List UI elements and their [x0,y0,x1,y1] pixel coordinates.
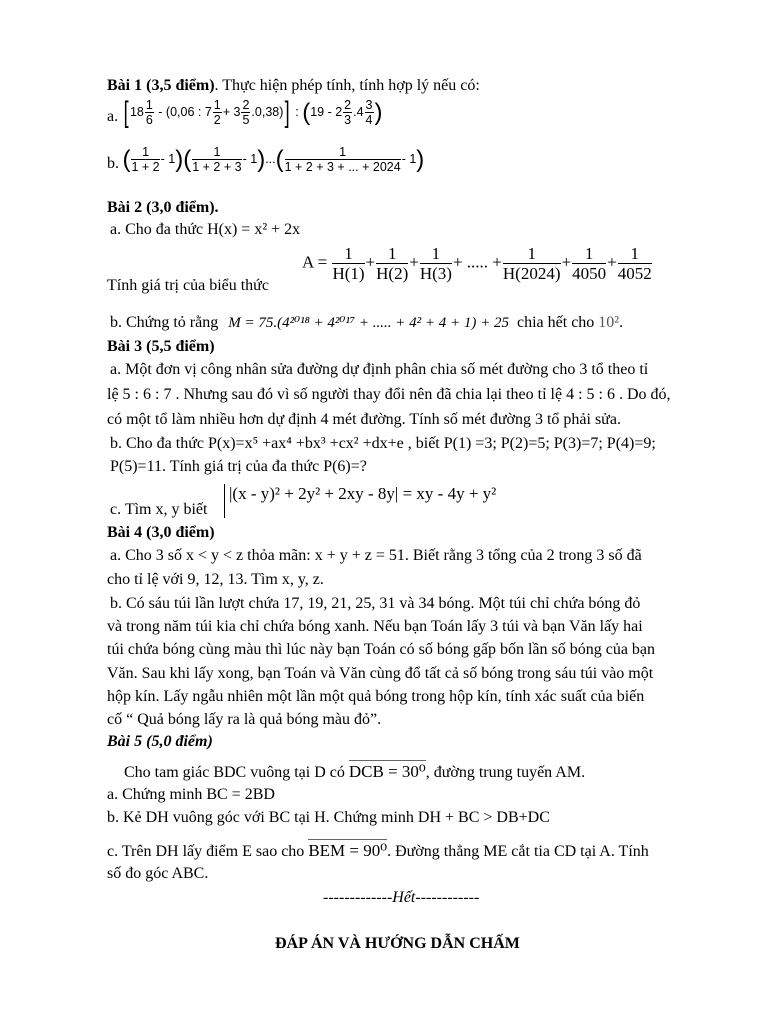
bai5-title: Bài 5 (5,0 điểm) [107,733,213,750]
period: . [619,314,624,331]
answer-title: ĐÁP ÁN VÀ HƯỚNG DẪN CHẤM [275,935,520,952]
bai5-c-pre: c. Trên DH lấy điểm E sao cho [107,843,305,860]
bai3-b-line2: P(5)=11. Tính giá trị của đa thức P(6)=? [110,458,367,475]
frac-H3: $\frac{1}{H(3)}$ [419,244,452,283]
minus-one-2: - 1 [242,151,258,166]
bai1-text: . Thực hiện phép tính, tính hợp lý nếu có: [214,77,480,94]
bai5-intro-pre: Cho tam giác BDC vuông tại D có [124,764,345,781]
bai4-b-line3: Văn. Sau khi lấy xong, bạn Toán và Văn cùng đổ tất cả số bóng trong sáu túi vào một [107,665,654,682]
bai5-intro-post: , đường trung tuyến AM. [425,764,586,781]
ellipsis: ... [265,151,276,166]
bai4-b-line2: túi chứa bóng cùng màu thì lúc này bạn Toán có số bóng gấp bốn lần số bóng của bạn [107,641,656,658]
term-minus: - (0,06 : 7 [158,104,212,119]
bai2-tinh-text: Tính giá trị của biểu thức [107,277,269,294]
bai3-b-line1: b. Cho đa thức P(x)=x⁵ +ax⁴ +bx³ +cx² +dx+e , biết P(1) =3; P(2)=5; P(3)=7; P(4)=9; [110,435,656,452]
frac-2-5: $\frac{2}{5}$ [242,98,250,127]
bai2-a-text: a. Cho đa thức H(x) = x² + 2x [110,221,301,238]
end-marker: -------------Hết------------ [323,889,480,906]
bai2-b-text: b. Chứng tỏ rằng [110,314,219,331]
divisor: 10² [598,314,620,331]
bai3-a-line1: a. Một đơn vị công nhân sửa đường dự định phân chia số mét đường cho 3 tổ theo tỉ [110,361,649,378]
bai2-b-line [110,313,623,333]
bai4-b-line5: cố “ Quả bóng lấy ra là quả bóng màu đỏ”. [107,711,382,728]
frac-1-2: $\frac{1}{2}$ [213,98,221,127]
minus-one-1: - 1 [160,151,176,166]
bai5-c-line2: số đo góc ABC. [107,865,209,882]
bai5-intro [124,762,585,783]
bai4-b-line4: hộp kín. Lấy ngẫu nhiên một lần một quả bóng trong hộp kín, tính xác suất của biến [107,688,645,705]
term-tail: .0,38) [251,104,284,119]
frac-4050: $\frac{1}{4050}$ [572,244,607,283]
bai2-A-expression: A = $\frac{1}{H(1)}$ + $\frac{1}{H(2)}$ + $\frac{1}{H(3)}$ + ..... + $\frac{1}{H(2024)}$ + $\frac{1}{4050}$ + $\frac{1}{4052}$ [302,244,652,283]
bai1-heading-line [107,76,480,96]
bai5-a: a. Chứng minh BC = 2BD [107,786,275,803]
A-lhs: A = [302,252,328,272]
bai4-b-line1: và trong năm túi kia chỉ chứa bóng xanh. Nếu bạn Toán lấy 3 túi và bạn Văn lấy hai [107,618,643,635]
frac-2-3: $\frac{2}{3}$ [344,98,352,127]
angle-bem: BEM = 90⁰ [308,841,388,860]
frac-4052: $\frac{1}{4052}$ [617,244,652,283]
minus-one-3: - 1 [401,151,417,166]
bai4-title: Bài 4 (3,0 điểm) [107,524,215,541]
bai3-a-line2: lệ 5 : 6 : 7 . Nhưng sau đó vì số người thay đổi nên đã chia lại theo tỉ lệ 4 : 5 : 6 . Do đó, [107,386,671,403]
bai2-b-tail: chia hết cho [517,314,595,331]
bai3-c-expression [224,484,496,518]
frac-H2: $\frac{1}{H(2)}$ [376,244,409,283]
bai3-a-line3: có một tổ làm nhiều hơn dự định 4 mét đường. Tính số mét đường 3 tổ phải sửa. [107,411,621,428]
M-expression: M = 75.(4²⁰¹⁸ + 4²⁰¹⁷ + ..... + 4² + 4 + 1) + 25 [228,315,509,331]
angle-dcb: DCB = 30⁰ [348,762,426,781]
bai2-title: Bài 2 (3,0 điểm). [107,199,219,216]
bai4-a-line1: a. Cho 3 số x < y < z thỏa mãn: x + y + z = 51. Biết rằng 3 tổng của 2 trong 3 số đã [110,547,642,564]
bai4-b-line0: b. Có sáu túi lần lượt chứa 17, 19, 21, 25, 31 và 34 bóng. Một túi chỉ chứa bóng đỏ [110,595,641,612]
div-sign: : [295,104,299,119]
bai4-a-line2: cho tỉ lệ với 9, 12, 13. Tìm x, y, z. [107,571,324,588]
term-plus: + 3 [222,104,241,119]
bai5-c-post: . Đường thẳng ME cắt tia CD tại A. Tính [387,843,649,860]
frac-b1: $\frac{1}{1 + 2}$ [131,145,160,174]
term-4: .4 [353,104,364,119]
frac-b2: $\frac{1}{1 + 2 + 3}$ [192,145,242,174]
bai1-title: Bài 1 (3,5 điểm) [107,77,215,94]
frac-H1: $\frac{1}{H(1)}$ [332,244,365,283]
frac-b3: $\frac{1}{1 + 2 + 3 + ... + 2024}$ [284,145,401,174]
bai5-b: b. Kẻ DH vuông góc với BC tại H. Chứng minh DH + BC > DB+DC [107,809,550,826]
frac-3-4: $\frac{3}{4}$ [365,98,373,127]
frac-1-6: $\frac{1}{6}$ [145,98,153,127]
term-19: 19 - 2 [310,104,343,119]
bai1-b-label: b. [107,155,119,172]
abs-equation: |(x - y)² + 2y² + 2xy - 8y| = xy - 4y + y² [229,484,497,503]
frac-H2024: $\frac{1}{H(2024)}$ [502,244,561,283]
A-dots: + ..... + [452,252,502,272]
num-18: 18 [129,104,144,119]
bai1-b-expression: b. ( $\frac{1}{1 + 2}$ - 1)( $\frac{1}{1 + 2 + 3}$ - 1)...( $\frac{1}{1 + 2 + 3 + ... + 2024}$ - 1) [107,145,425,174]
bai1-a-expression: a. [ 18 $\frac{1}{6}$ - (0,06 : 7 $\frac{1}{2}$ + 3 $\frac{2}{5}$ .0,38)] : (19 - 2 $\frac{2}{3}$ .4 $\frac{3}{4}$ ) [107,95,383,129]
bai5-c [107,841,649,862]
bai1-a-label: a. [107,108,119,125]
bai3-c-text: c. Tìm x, y biết [110,501,208,518]
bai3-title: Bài 3 (5,5 điểm) [107,338,215,355]
